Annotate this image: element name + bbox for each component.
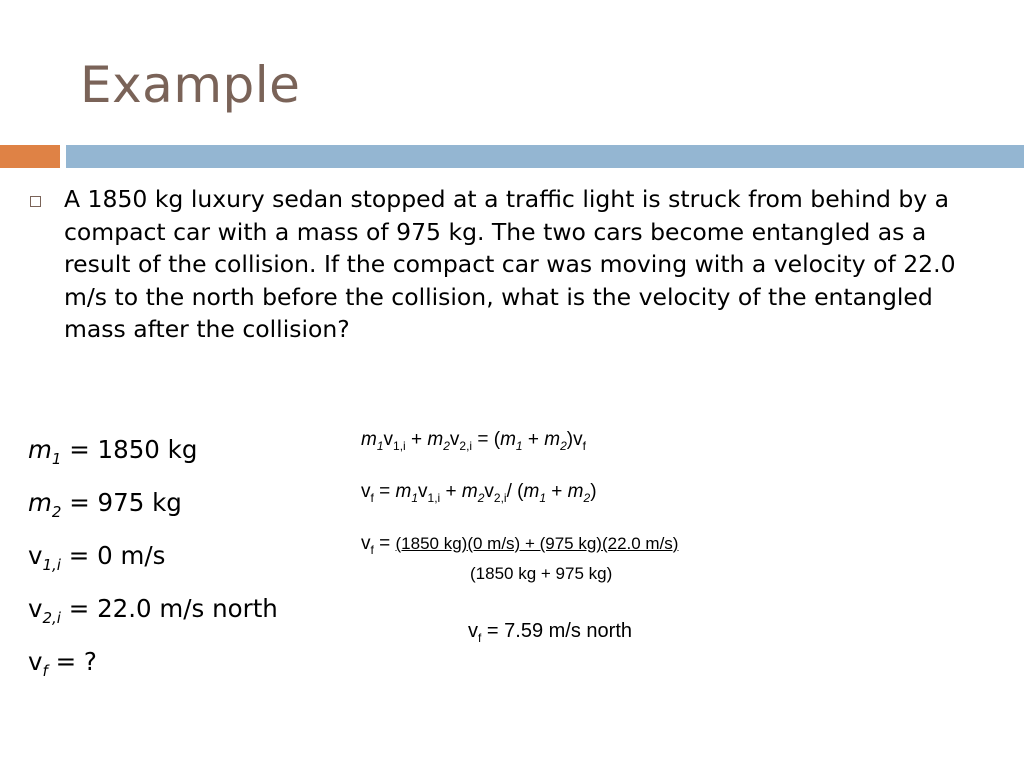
problem-statement: A 1850 kg luxury sedan stopped at a traffic light is struck from behind by a compact car with a mass of 975 kg. The two cars become entangled as a result of the collision. If the compact car was moving with a velocity of 22.0 m/s to the north before the collision, what is the velocity of the entangled mass after the collision? xyxy=(64,185,956,344)
given-m2: $m_2 = 975$ kg xyxy=(28,487,182,521)
solved-equation: $v_f = m_1v_{1,i} + m_2v_{2,i}/$ $(m_1 + m_2)$ xyxy=(361,481,597,505)
result-equation: $v_f = 7.59$ m/s north xyxy=(468,620,632,645)
fraction-denominator: (1850 kg + 975 kg) xyxy=(470,564,613,583)
given-m1: $m_1 = 1850$ kg xyxy=(28,435,198,468)
accent-bar-orange xyxy=(0,145,60,168)
accent-bar-blue xyxy=(66,145,1024,168)
given-v2i: $v_{2,i} = 22.0$ m/s north xyxy=(28,593,278,627)
given-vf: $v_f$ = ? xyxy=(28,646,97,680)
slide-title: Example xyxy=(80,56,301,114)
momentum-equation: $m_1v_{1,i} + m_2v_{2,i} = (m_1 + m_2)v_f$ xyxy=(361,429,586,453)
fraction-numerator: (1850 kg)(0 m/s) + (975 kg)(22.0 m/s) xyxy=(395,534,679,553)
substituted-equation: $v_f = (1850$ kg)(0 m/s) + (975 kg)(22.0 m/s) xyxy=(361,533,679,557)
given-v1i: $v_{1,i} = 0$ m/s xyxy=(28,540,166,574)
result-value: 7.59 m/s north xyxy=(504,620,632,642)
givens-list xyxy=(28,428,278,692)
hollow-square-bullet-icon xyxy=(30,196,41,207)
